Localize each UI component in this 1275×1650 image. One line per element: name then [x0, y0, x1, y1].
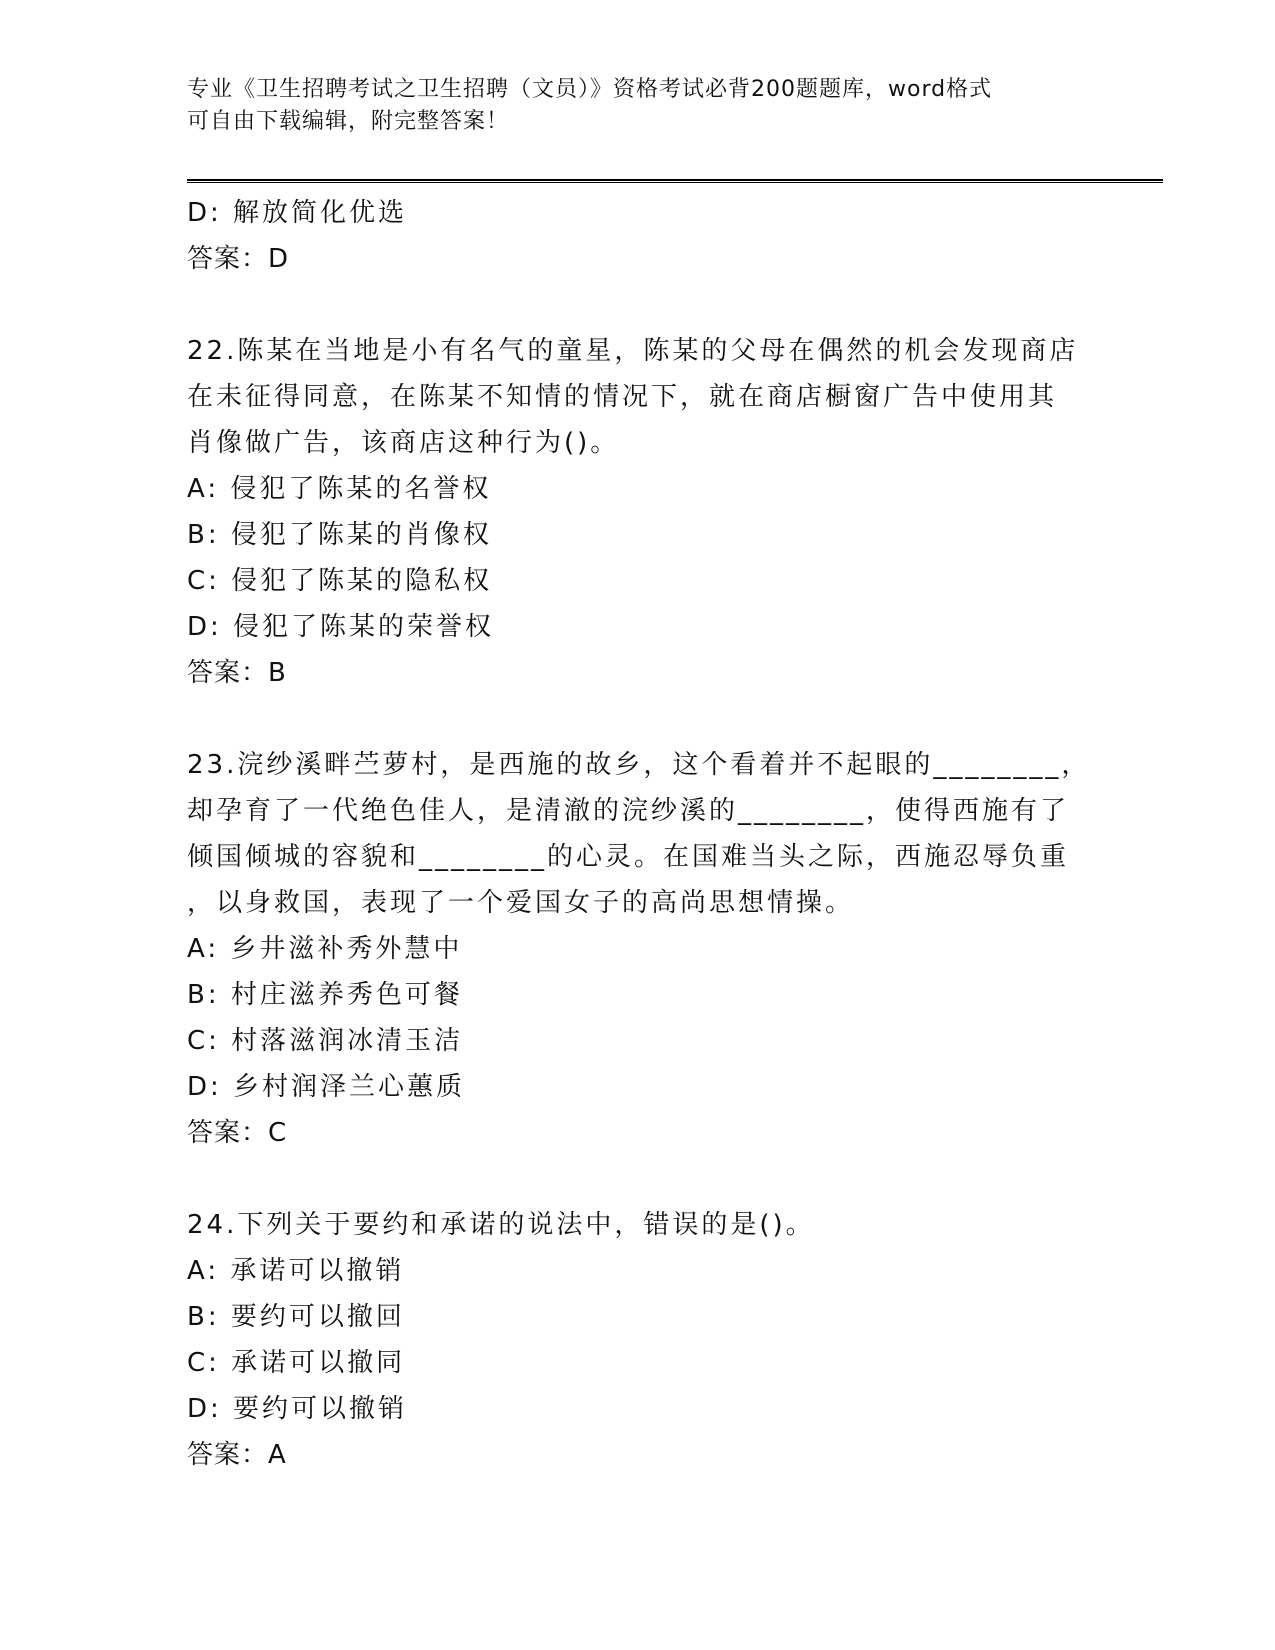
- answer-line: 答案：A: [187, 1440, 287, 1470]
- header-line-2: 可自由下载编辑，附完整答案！: [187, 109, 510, 134]
- question-stem-line: 23.浣纱溪畔苎萝村，是西施的故乡，这个看着并不起眼的________，: [187, 750, 1091, 780]
- option-b: B: 村庄滋养秀色可餐: [187, 980, 463, 1010]
- option-a: A: 侵犯了陈某的名誉权: [187, 474, 492, 504]
- question-stem-line: 22.陈某在当地是小有名气的童星，陈某的父母在偶然的机会发现商店: [187, 336, 1079, 366]
- header-line-1: 专业《卫生招聘考试之卫生招聘（文员）》资格考试必背200题题库，word格式: [187, 77, 993, 102]
- question-stem-line: 肖像做广告，该商店这种行为()。: [187, 428, 620, 458]
- header-divider: [187, 179, 1163, 183]
- option-d: D: 要约可以撤销: [187, 1394, 408, 1424]
- option-c: C: 承诺可以撤同: [187, 1348, 406, 1378]
- option-b: B: 侵犯了陈某的肖像权: [187, 520, 492, 550]
- partial-question-21: [187, 190, 1087, 282]
- spacer: [187, 696, 1087, 742]
- answer-line: 答案：B: [187, 658, 287, 688]
- question-24: [187, 1202, 1087, 1478]
- option-c: C: 侵犯了陈某的隐私权: [187, 566, 493, 596]
- option-a: A: 乡井滋补秀外慧中: [187, 934, 463, 964]
- answer-line: 答案：D: [187, 244, 290, 274]
- question-stem-line: 却孕育了一代绝色佳人，是清澈的浣纱溪的________，使得西施有了: [187, 796, 1070, 826]
- option-d: D: 解放简化优选: [187, 198, 408, 228]
- spacer: [187, 282, 1087, 328]
- option-d: D: 乡村润泽兰心蕙质: [187, 1072, 466, 1102]
- answer-line: 答案：C: [187, 1118, 288, 1148]
- document-header: [187, 74, 1067, 138]
- spacer: [187, 1156, 1087, 1202]
- question-23: [187, 742, 1091, 1156]
- option-c: C: 村落滋润冰清玉洁: [187, 1026, 464, 1056]
- question-content: [187, 190, 1091, 1478]
- option-a: A: 承诺可以撤销: [187, 1256, 405, 1286]
- question-22: [187, 328, 1087, 696]
- question-stem-line: 24.下列关于要约和承诺的说法中，错误的是()。: [187, 1210, 815, 1240]
- question-stem-line: 在未征得同意，在陈某不知情的情况下，就在商店橱窗广告中使用其: [187, 382, 1058, 412]
- option-d: D: 侵犯了陈某的荣誉权: [187, 612, 495, 642]
- question-stem-line: 倾国倾城的容貌和________的心灵。在国难当头之际，西施忍辱负重: [187, 842, 1070, 872]
- question-stem-line: ，以身救国，表现了一个爱国女子的高尚思想情操。: [187, 888, 855, 918]
- option-b: B: 要约可以撤回: [187, 1302, 405, 1332]
